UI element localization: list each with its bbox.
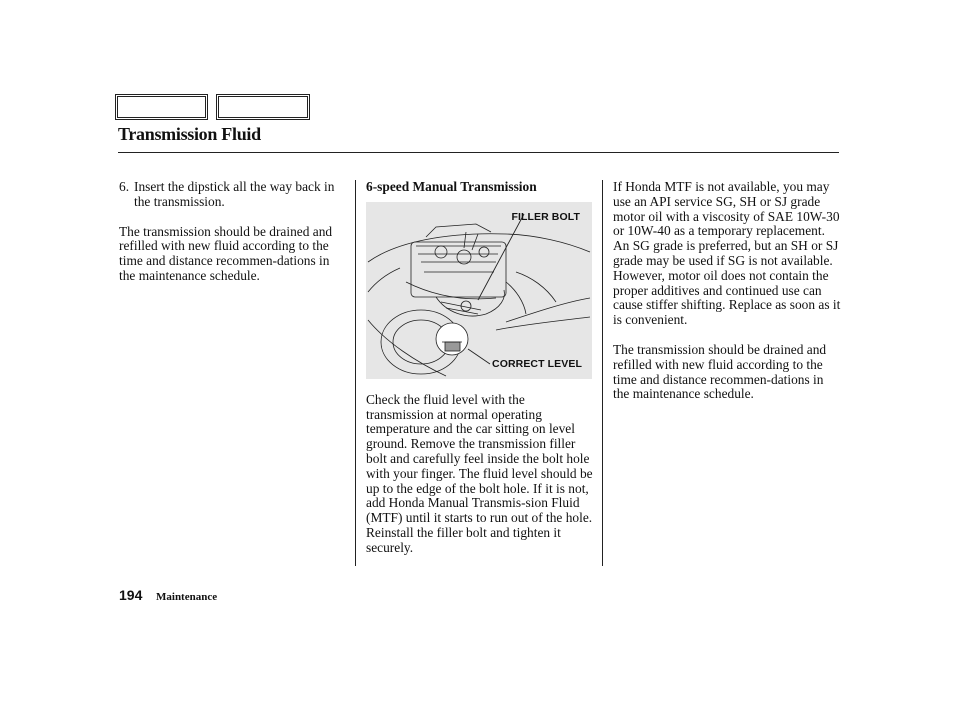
step-item [119,180,347,210]
step-number: 6. [119,179,130,194]
substitute-oil-paragraph: If Honda MTF is not available, you may use an API service SG, SH or SJ grade motor oil with a viscosity of SAE 10W-30 or 10W-40 as a temporary replacement. An SG grade is preferred, but an SH or SJ grade may be used if SG is not available. However, motor oil does not contain the proper additives and continued use can cause stiffer shifting. Replace as soon as it is convenient. [613,179,841,328]
nav-tab-previous[interactable] [115,94,208,120]
nav-tab-next[interactable] [216,94,310,120]
engine-drawing [366,202,592,379]
drain-refill-paragraph: The transmission should be drained and refilled with new fluid according to the time and distance recommen-dations in the maintenance schedule. [119,223,333,283]
section-heading: 6-speed Manual Transmission [366,179,537,194]
check-fluid-paragraph: Check the fluid level with the transmission at normal operating temperature and the car sitting on level ground. Remove the transmission filler bolt and carefully feel inside the bolt hole with your finger. The fluid level should be up to the edge of the bolt hole. If it is not, add Honda Manual Transmis-sion Fluid (MTF) until it starts to run out of the hole. Reinstall the filler bolt and tighten it securely. [366,391,593,555]
page-title: Transmission Fluid [118,124,261,144]
drain-refill-paragraph-2: The transmission should be drained and refilled with new fluid according to the time and distance recommen-dations in the maintenance schedule. [613,341,827,402]
page-number: 194 [119,587,143,603]
column-left [119,180,347,284]
correct-level-label: CORRECT LEVEL [492,357,582,370]
title-divider [118,152,839,153]
column-middle [366,180,594,556]
filler-bolt-label: FILLER BOLT [511,210,580,223]
column-right [613,180,841,402]
transmission-illustration [366,202,592,379]
column-divider-2 [602,180,603,566]
section-name: Maintenance [156,591,218,603]
column-divider-1 [355,180,356,566]
step-text: Insert the dipstick all the way back in the transmission. [134,179,335,209]
